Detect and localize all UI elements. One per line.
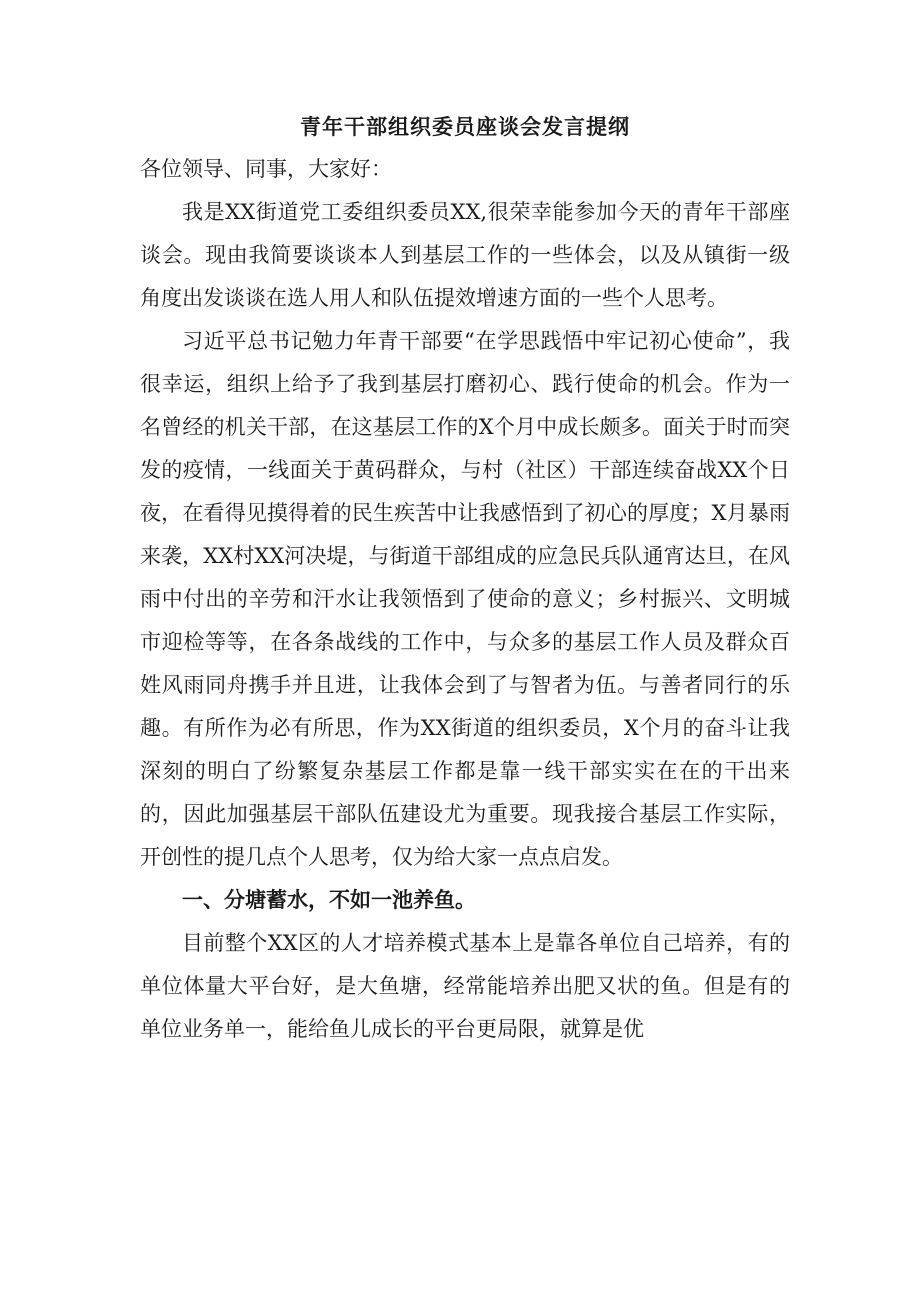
experience-paragraph: 习近平总书记勉力年青干部要“在学思践悟中牢记初心使命”，我很幸运，组织上给予了我到基层打磨初心、践行使命的机会。作为一名曾经的机关干部，在这基层工作的X个月中成长颇多。面关于时而突发的疫情，一线面关于黄码群众，与村（社区）干部连续奋战XX个日夜，在看得见摸得着的民生疾苦中让我感悟到了初心的厚度；X月暴雨来袭，XX村XX河决堤，与街道干部组成的应急民兵队通宵达旦，在风雨中付出的辛劳和汗水让我领悟到了使命的意义；乡村振兴、文明城市迎检等等，在各条战线的工作中，与众多的基层工作人员及群众百姓风雨同舟携手并且进，让我体会到了与智者为伍。与善者同行的乐趣。有所作为必有所思，作为XX街道的组织委员，X个月的奋斗让我深刻的明白了纷繁复杂基层工作都是靠一线干部实实在在的干出来的，因此加强基层干部队伍建设尤为重要。现我接合基层工作实际，开创性的提几点个人思考，仅为给大家一点点启发。 xyxy=(140,329,790,869)
document-page xyxy=(140,112,790,1051)
greeting: 各位领导、同事，大家好： xyxy=(140,157,392,181)
section-1-paragraph: 目前整个XX区的人才培养模式基本上是靠各单位自己培养，有的单位体量大平台好，是大鱼塘，经常能培养出肥又状的鱼。但是有的单位业务单一，能给鱼儿成长的平台更局限，就算是优 xyxy=(140,931,790,1041)
section-heading-1: 一、分塘蓄水，不如一池养鱼。 xyxy=(182,888,476,912)
document-title: 青年干部组织委员座谈会发言提纲 xyxy=(300,115,630,139)
intro-paragraph: 我是XX街道党工委组织委员XX,很荣幸能参加今天的青年干部座谈会。现由我简要谈谈本人到基层工作的一些体会，以及从镇街一级角度出发谈谈在选人用人和队伍提效增速方面的一些个人思考。 xyxy=(140,200,790,310)
